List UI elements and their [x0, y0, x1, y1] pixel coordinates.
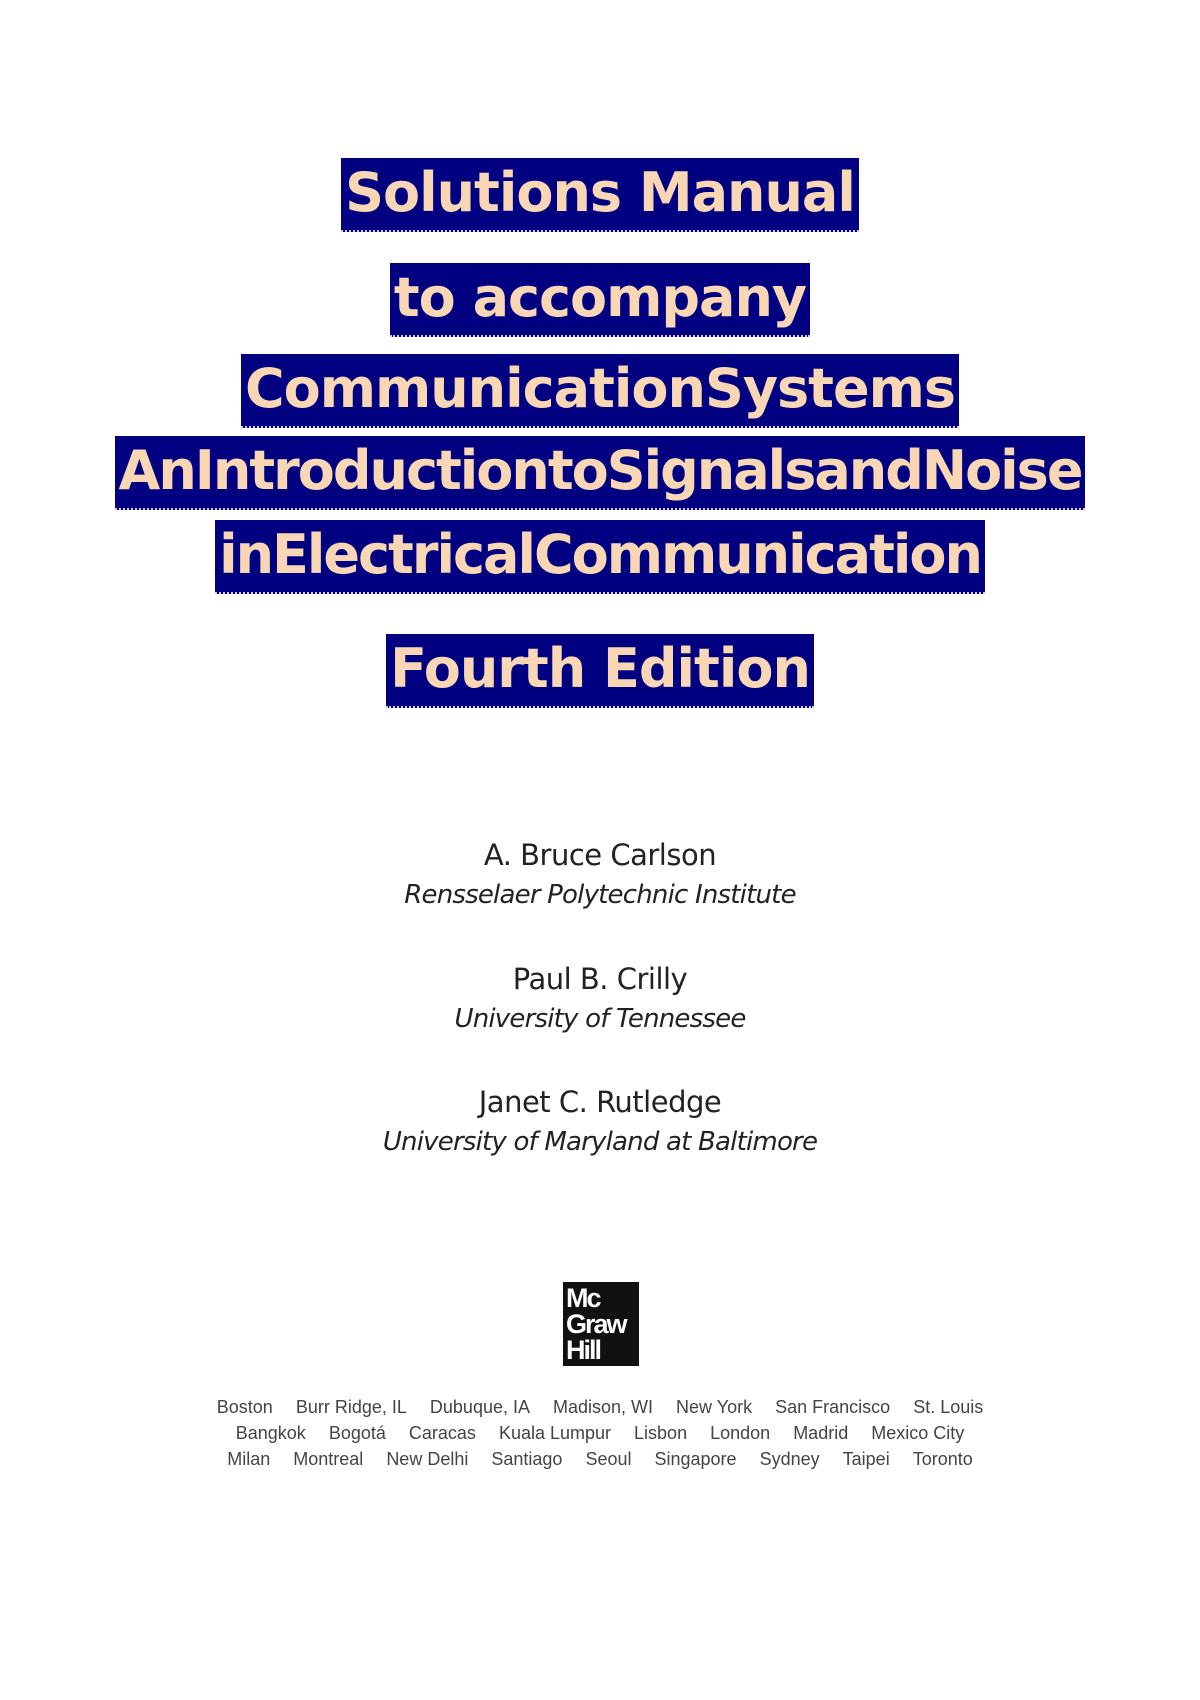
author-affiliation: Rensselaer Polytechnic Institute [404, 880, 796, 910]
city: Madison, WI [553, 1397, 654, 1417]
title-subtitle-2: inElectricalCommunication [215, 520, 985, 594]
city: Kuala Lumpur [498, 1423, 612, 1443]
city: Sydney [759, 1449, 820, 1469]
city: St. Louis [913, 1397, 984, 1417]
city: San Francisco [775, 1397, 891, 1417]
title-solutions-manual: Solutions Manual [341, 158, 859, 232]
city: Santiago [491, 1449, 563, 1469]
title-edition: Fourth Edition [386, 634, 814, 708]
logo-text-mc: Mc [566, 1283, 600, 1313]
city: New York [676, 1397, 753, 1417]
city: Madrid [793, 1423, 849, 1443]
title-line-6 [0, 634, 1200, 708]
title-line-3 [0, 354, 1200, 428]
publisher-cities [0, 1394, 1200, 1472]
author-affiliation: University of Maryland at Baltimore [382, 1127, 818, 1157]
title-line-1 [0, 158, 1200, 232]
author-name: Janet C. Rutledge [478, 1085, 722, 1119]
city: Taipei [842, 1449, 890, 1469]
city-row-3 [0, 1446, 1200, 1472]
city: Milan [227, 1449, 271, 1469]
title-subtitle-1: AnIntroductiontoSignalsandNoise [115, 436, 1086, 510]
author-block-3 [0, 1085, 1200, 1157]
mcgraw-hill-logo [563, 1282, 639, 1366]
city: Lisbon [634, 1423, 688, 1443]
author-name: A. Bruce Carlson [483, 838, 717, 872]
city: Singapore [654, 1449, 737, 1469]
title-line-4 [0, 436, 1200, 510]
city: Bogotá [328, 1423, 386, 1443]
city: Mexico City [871, 1423, 965, 1443]
logo-text-graw: Graw [566, 1309, 626, 1339]
author-block-1 [0, 838, 1200, 910]
title-line-5 [0, 520, 1200, 594]
title-to-accompany: to accompany [390, 263, 810, 337]
city: Burr Ridge, IL [295, 1397, 407, 1417]
city: Toronto [912, 1449, 973, 1469]
city-row-1 [0, 1394, 1200, 1420]
city: London [710, 1423, 771, 1443]
city: Montreal [293, 1449, 364, 1469]
author-name: Paul B. Crilly [512, 962, 688, 996]
title-book-name: CommunicationSystems [241, 354, 959, 428]
city: Boston [216, 1397, 273, 1417]
city: Caracas [408, 1423, 476, 1443]
title-line-2 [0, 263, 1200, 337]
logo-text-hill: Hill [566, 1335, 601, 1365]
city-row-2 [0, 1420, 1200, 1446]
city: Bangkok [235, 1423, 306, 1443]
author-block-2 [0, 962, 1200, 1034]
city: Seoul [585, 1449, 632, 1469]
city: Dubuque, IA [429, 1397, 530, 1417]
city: New Delhi [386, 1449, 469, 1469]
author-affiliation: University of Tennessee [454, 1004, 746, 1034]
